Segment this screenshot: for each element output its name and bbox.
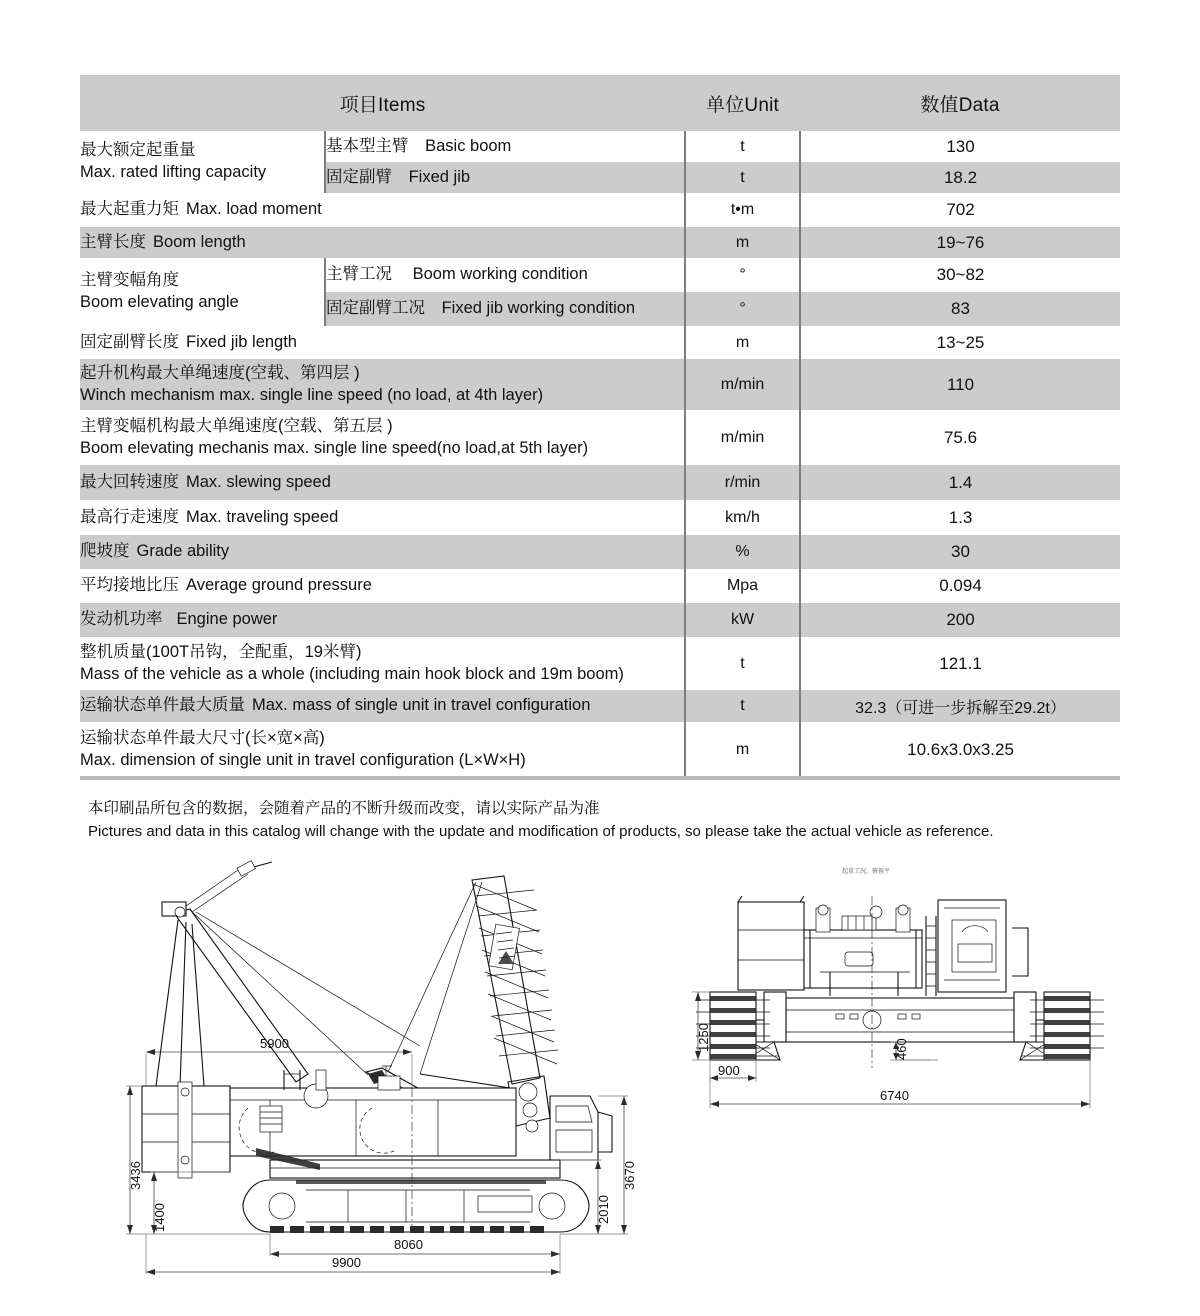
row-value: 19~76 xyxy=(800,227,1120,258)
specifications-table xyxy=(80,75,1120,778)
table-row xyxy=(80,258,1120,292)
row-unit: m/min xyxy=(685,359,800,410)
row-sub-label: 主臂工况 Boom working condition xyxy=(325,258,685,292)
dim-overall-length: 9900 xyxy=(332,1255,361,1270)
counterweight-stack xyxy=(142,1082,230,1178)
row-sub-label: 固定副臂 Fixed jib xyxy=(325,162,685,193)
table-row xyxy=(80,326,1120,359)
table-bottom-rule xyxy=(80,776,1120,780)
row-unit: r/min xyxy=(685,465,800,500)
row-group-label: 主臂变幅角度 Boom elevating angle xyxy=(80,258,325,326)
pendant-ropes xyxy=(190,882,482,1075)
superstructure-front xyxy=(804,905,922,996)
header-data: 数值Data xyxy=(800,75,1120,131)
row-unit: ° xyxy=(685,258,800,292)
dim-counterweight-clearance: 1400 xyxy=(152,1203,167,1232)
row-value: 75.6 xyxy=(800,410,1120,465)
crawler-undercarriage xyxy=(243,1148,589,1233)
dim-track-height: 1250 xyxy=(696,1023,711,1052)
row-unit: m/min xyxy=(685,410,800,465)
row-unit: t xyxy=(685,690,800,722)
row-label: 起升机构最大单绳速度(空载、第四层 ) Winch mechanism max. single line speed (no load, at 4th layer) xyxy=(80,359,685,410)
cab-front xyxy=(926,900,1028,996)
car-body-front xyxy=(786,998,1014,1042)
dim-overall-height: 3436 xyxy=(128,1161,143,1190)
front-view-drawing xyxy=(690,860,1120,1290)
table-row xyxy=(80,690,1120,722)
counterweight-front xyxy=(738,896,804,990)
row-unit: t•m xyxy=(685,193,800,227)
row-value: 1.4 xyxy=(800,465,1120,500)
row-value: 18.2 xyxy=(800,162,1120,193)
row-unit: m xyxy=(685,722,800,778)
table-row xyxy=(80,410,1120,465)
technical-drawings xyxy=(0,860,1200,1310)
row-value: 13~25 xyxy=(800,326,1120,359)
row-value: 30~82 xyxy=(800,258,1120,292)
row-unit: km/h xyxy=(685,500,800,535)
row-label: 爬坡度 Grade ability xyxy=(80,535,685,569)
row-unit: m xyxy=(685,326,800,359)
table-row xyxy=(80,637,1120,690)
row-unit: % xyxy=(685,535,800,569)
row-unit: kW xyxy=(685,603,800,637)
row-label: 运输状态单件最大尺寸(长×宽×高) Max. dimension of single unit in travel configuration (L×W×H) xyxy=(80,722,685,778)
side-view-drawing xyxy=(120,860,640,1290)
row-unit: t xyxy=(685,162,800,193)
table-row xyxy=(80,465,1120,500)
row-value: 121.1 xyxy=(800,637,1120,690)
table-row xyxy=(80,722,1120,778)
disclaimer-line-cn: 本印刷品所包含的数据，会随着产品的不断升级而改变，请以实际产品为准 xyxy=(88,800,600,817)
disclaimer-note xyxy=(88,798,1128,843)
table-row xyxy=(80,500,1120,535)
row-value: 10.6x3.0x3.25 xyxy=(800,722,1120,778)
row-value: 110 xyxy=(800,359,1120,410)
row-value: 32.3（可进一步拆解至29.2t） xyxy=(800,690,1120,722)
row-group-label: 最大额定起重量 Max. rated lifting capacity xyxy=(80,131,325,193)
table-row xyxy=(80,227,1120,258)
row-value: 0.094 xyxy=(800,569,1120,603)
row-label: 整机质量(100T吊钩，全配重，19米臂) Mass of the vehicle as a whole (including main hook block and 19m boom) xyxy=(80,637,685,690)
row-label: 主臂长度 Boom length xyxy=(80,227,685,258)
main-boom-lattice xyxy=(472,876,558,1084)
dim-cab-top-height: 3670 xyxy=(622,1161,637,1190)
header-unit: 单位Unit xyxy=(685,75,800,131)
row-value: 83 xyxy=(800,292,1120,326)
row-sub-label: 固定副臂工况 Fixed jib working condition xyxy=(325,292,685,326)
table-row xyxy=(80,603,1120,637)
row-value: 130 xyxy=(800,131,1120,162)
dim-overall-width: 6740 xyxy=(880,1088,909,1103)
row-unit: t xyxy=(685,637,800,690)
row-label: 最大回转速度 Max. slewing speed xyxy=(80,465,685,500)
dim-upper-frame-height: 2010 xyxy=(596,1195,611,1224)
row-value: 1.3 xyxy=(800,500,1120,535)
disclaimer-line-en: Pictures and data in this catalog will change with the update and modification of products, so please take the actual vehicle as reference. xyxy=(88,822,994,840)
table-row xyxy=(80,131,1120,162)
row-label: 主臂变幅机构最大单绳速度(空载、第五层 ) Boom elevating mechanis max. single line speed(no load,at 5th layer) xyxy=(80,410,685,465)
front-view-note: 起重工况、俯视平 xyxy=(842,869,891,875)
dim-track-width: 900 xyxy=(718,1063,740,1078)
row-value: 200 xyxy=(800,603,1120,637)
row-value: 702 xyxy=(800,193,1120,227)
row-label: 平均接地比压 Average ground pressure xyxy=(80,569,685,603)
side-view-svg xyxy=(120,860,640,1290)
operator-cab xyxy=(550,1096,612,1160)
dim-ground-clearance: 460 xyxy=(894,1038,909,1060)
row-unit: Mpa xyxy=(685,569,800,603)
row-label: 发动机功率 Engine power xyxy=(80,603,685,637)
table-header-row xyxy=(80,75,1120,131)
row-label: 最大起重力矩 Max. load moment xyxy=(80,193,685,227)
dim-counterweight-radius: 5900 xyxy=(260,1036,289,1051)
row-label: 最高行走速度 Max. traveling speed xyxy=(80,500,685,535)
table-row xyxy=(80,535,1120,569)
table-row xyxy=(80,193,1120,227)
dim-track-length: 8060 xyxy=(394,1237,423,1252)
row-value: 30 xyxy=(800,535,1120,569)
table-row xyxy=(80,569,1120,603)
table-row xyxy=(80,359,1120,410)
row-label: 运输状态单件最大质量 Max. mass of single unit in travel configuration xyxy=(80,690,685,722)
row-sub-label: 基本型主臂 Basic boom xyxy=(325,131,685,162)
front-view-svg xyxy=(690,860,1120,1290)
row-unit: m xyxy=(685,227,800,258)
row-label: 固定副臂长度 Fixed jib length xyxy=(80,326,685,359)
row-unit: t xyxy=(685,131,800,162)
row-unit: ° xyxy=(685,292,800,326)
header-items: 项目Items xyxy=(80,75,685,131)
